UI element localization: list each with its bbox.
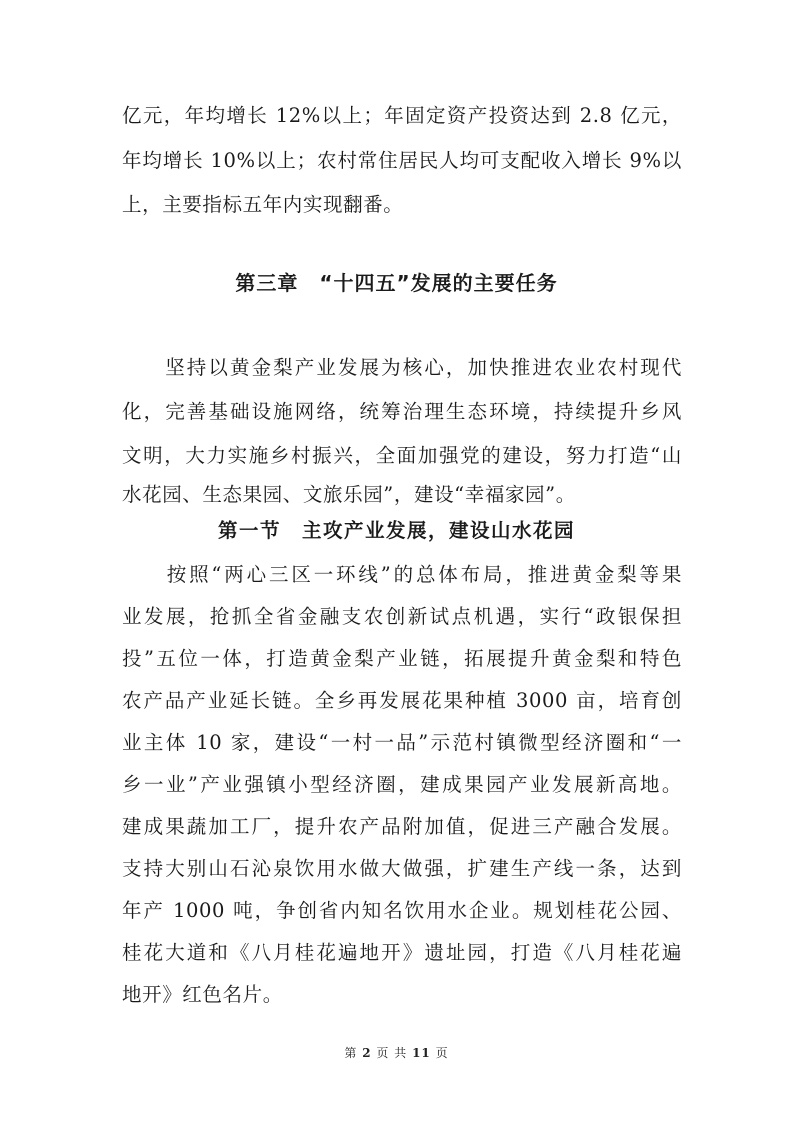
body-text-line: 坚持以黄金梨产业发展为核心，加快推进农业农村现代 xyxy=(122,356,682,379)
body-text-line: 业主体 10 家，建设“一村一品”示范村镇微型经济圈和“一 xyxy=(122,731,682,754)
body-text-line: 上，主要指标五年内实现翻番。 xyxy=(122,193,404,216)
body-text-line: 农产品产业延长链。全乡再发展花果种植 3000 亩，培育创 xyxy=(122,689,682,712)
body-text-line: 投”五位一体，打造黄金梨产业链，拓展提升黄金梨和特色 xyxy=(122,647,682,670)
body-text-line: 化，完善基础设施网络，统筹治理生态环境，持续提升乡风 xyxy=(122,400,682,423)
footer-middle: 页 共 xyxy=(376,1046,408,1060)
body-text-line: 桂花大道和《八月桂花遍地开》遗址园，打造《八月桂花遍 xyxy=(122,941,682,964)
page-footer xyxy=(0,1045,793,1061)
body-text-line: 亿元，年均增长 12%以上；年固定资产投资达到 2.8 亿元， xyxy=(122,104,682,127)
body-text-line: 年产 1000 吨，争创省内知名饮用水企业。规划桂花公园、 xyxy=(122,899,682,922)
body-text-line: 水花园、生态果园、文旅乐园”，建设“幸福家园”。 xyxy=(122,483,576,506)
body-text-line: 业发展，抢抓全省金融支农创新试点机遇，实行“政银保担 xyxy=(122,605,682,628)
body-text-line: 文明，大力实施乡村振兴，全面加强党的建设，努力打造“山 xyxy=(122,444,682,467)
body-text-line: 按照“两心三区一环线”的总体布局，推进黄金梨等果 xyxy=(122,563,682,586)
body-text-line: 年均增长 10%以上；农村常住居民人均可支配收入增长 9%以 xyxy=(122,149,682,172)
section-heading: 第一节 主攻产业发展，建设山水花园 xyxy=(217,519,575,542)
body-text-line: 乡一业”产业强镇小型经济圈，建成果园产业发展新高地。 xyxy=(122,773,682,796)
footer-prefix: 第 xyxy=(344,1046,358,1060)
body-text-line: 地开》红色名片。 xyxy=(122,983,283,1006)
current-page-number: 2 xyxy=(362,1046,372,1060)
total-page-count: 11 xyxy=(412,1046,431,1060)
footer-suffix: 页 xyxy=(435,1046,449,1060)
body-text-line: 建成果蔬加工厂，提升农产品附加值，促进三产融合发展。 xyxy=(122,815,682,838)
body-text-line: 支持大别山石沁泉饮用水做大做强，扩建生产线一条，达到 xyxy=(122,857,682,880)
chapter-heading: 第三章 “十四五”发展的主要任务 xyxy=(235,271,558,295)
